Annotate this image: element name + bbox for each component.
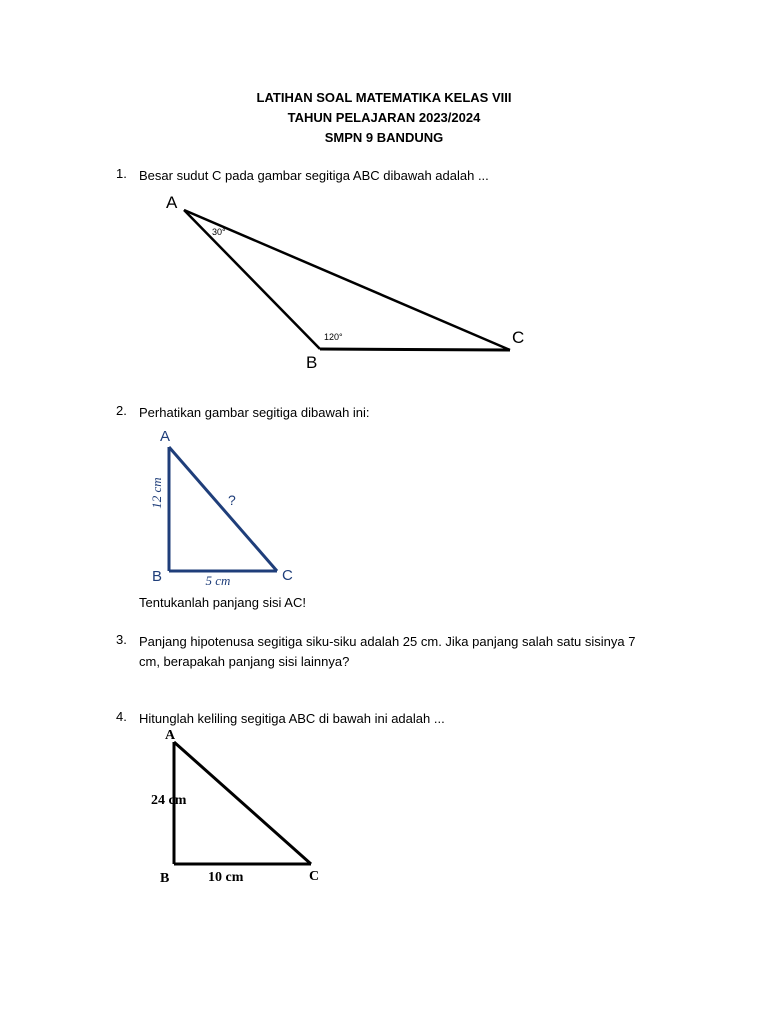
vertex-a-label: A bbox=[160, 428, 171, 445]
vertex-a-label: A bbox=[165, 728, 176, 743]
angle-b-label: 120° bbox=[324, 332, 343, 342]
question-4-text: Hitunglah keliling segitiga ABC di bawah ini adalah ... bbox=[139, 711, 445, 726]
side-ab-label: 12 cm bbox=[149, 477, 164, 509]
vertex-c-label: C bbox=[512, 328, 525, 347]
header-school: SMPN 9 BANDUNG bbox=[324, 130, 444, 145]
question-2-text: Perhatikan gambar segitiga dibawah ini: bbox=[139, 405, 370, 420]
vertex-b-label: B bbox=[306, 353, 318, 372]
side-ac bbox=[174, 742, 311, 864]
side-ac-label: ? bbox=[228, 492, 236, 508]
vertex-b-label: B bbox=[160, 871, 170, 886]
vertex-a-label: A bbox=[166, 193, 178, 212]
question-2-number: 2. bbox=[116, 403, 127, 418]
question-3-number: 3. bbox=[116, 632, 127, 647]
question-2-followup: Tentukanlah panjang sisi AC! bbox=[139, 595, 306, 610]
vertex-c-label: C bbox=[309, 869, 320, 884]
question-1-text: Besar sudut C pada gambar segitiga ABC dibawah adalah ... bbox=[139, 168, 489, 183]
vertex-b-label: B bbox=[152, 568, 163, 585]
question-3-text-line1: Panjang hipotenusa segitiga siku-siku adalah 25 cm. Jika panjang salah satu sisinya 7 bbox=[139, 634, 636, 649]
question-1-number: 1. bbox=[116, 166, 127, 181]
header-title: LATIHAN SOAL MATEMATIKA KELAS VIII bbox=[256, 90, 512, 105]
header-year: TAHUN PELAJARAN 2023/2024 bbox=[287, 110, 481, 125]
question-4-number: 4. bbox=[116, 709, 127, 724]
vertex-c-label: C bbox=[282, 567, 293, 584]
side-ab-label: 24 cm bbox=[151, 793, 187, 808]
angle-a-label: 30° bbox=[212, 227, 226, 237]
side-bc-label: 10 cm bbox=[208, 870, 244, 885]
side-bc-label: 5 cm bbox=[205, 573, 231, 588]
question-3-text-line2: cm, berapakah panjang sisi lainnya? bbox=[139, 654, 350, 669]
